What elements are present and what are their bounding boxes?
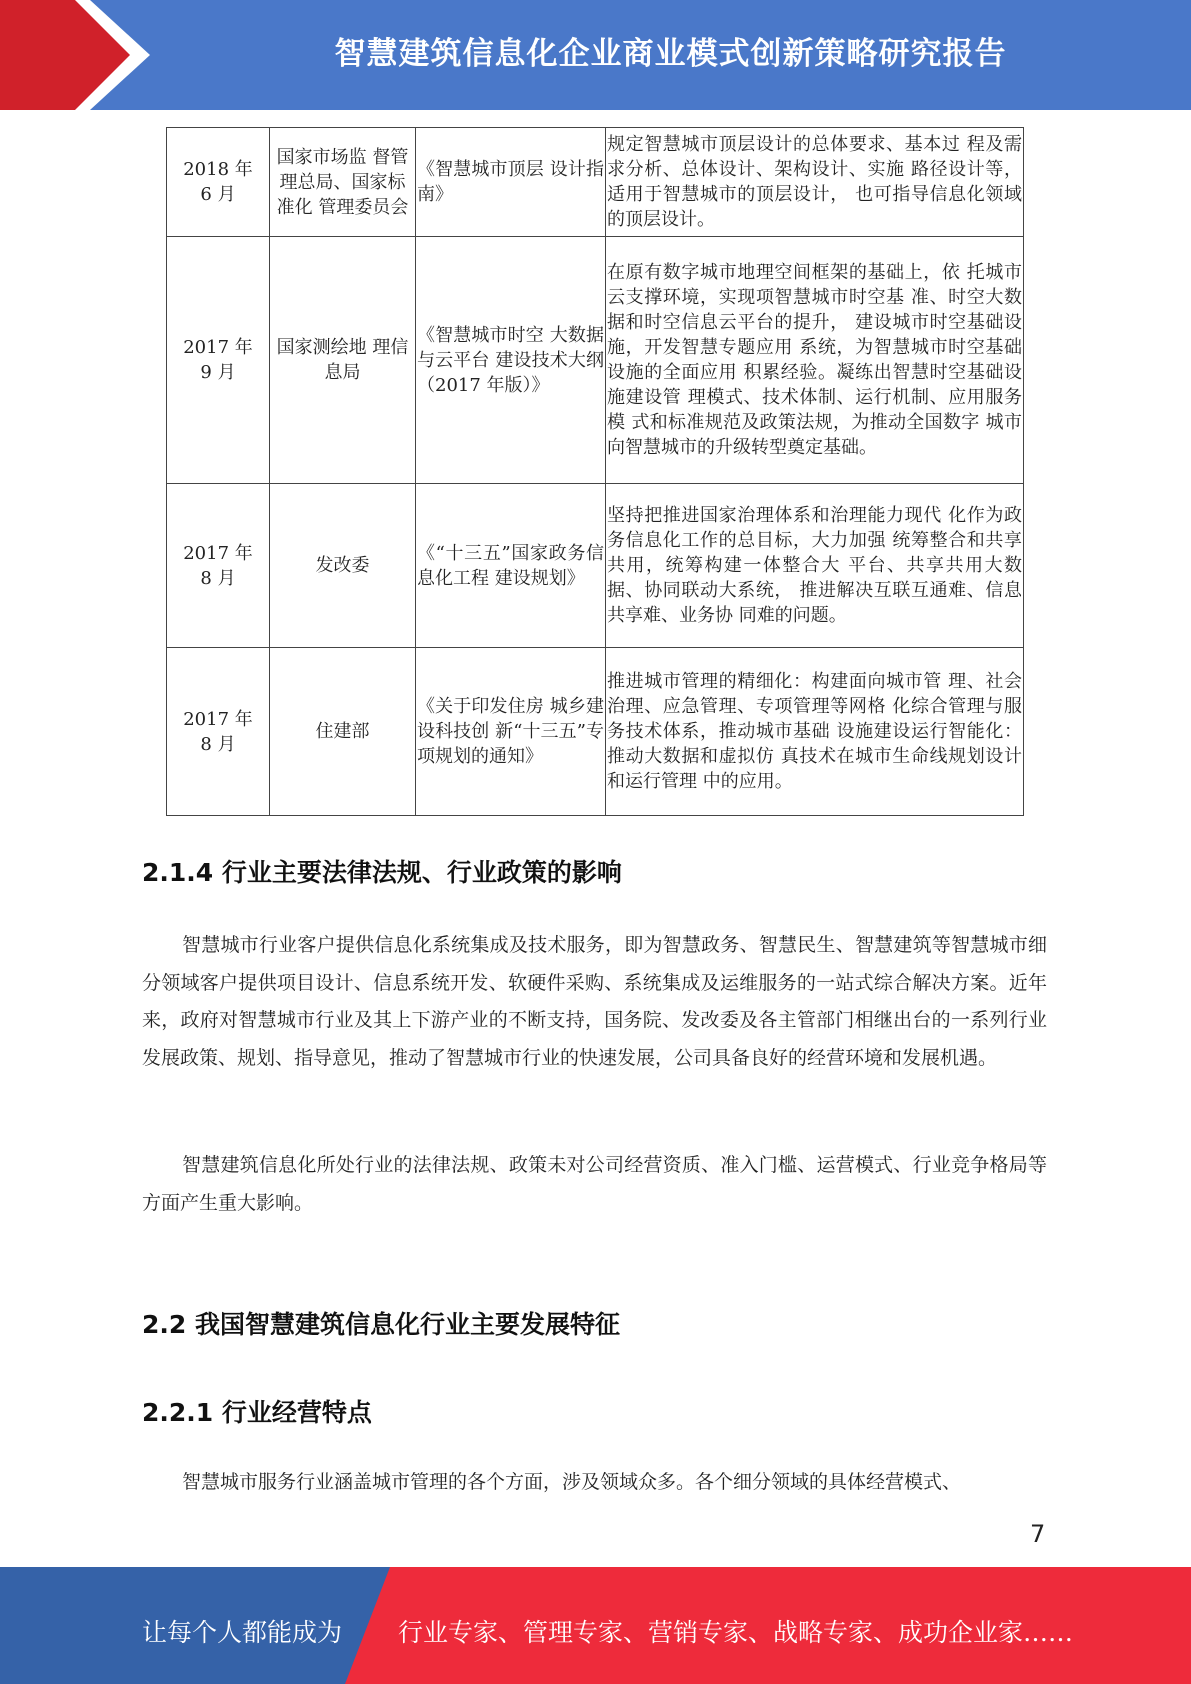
section-heading-2-2: 2.2 我国智慧建筑信息化行业主要发展特征: [142, 1310, 620, 1339]
table-row: [167, 237, 1024, 484]
table-cell-content: 坚持把推进国家治理体系和治理能力现代 化作为政务信息化工作的总目标，大力加强 统筹整合和共享共用，统筹构建一体整合大 平台、共享共用大数据、协同联动大系统， 推进解决互联互通难、信息共享难、业务协 同难的问题。: [606, 484, 1024, 648]
body-paragraph: 智慧城市服务行业涵盖城市管理的各个方面，涉及领域众多。各个细分领域的具体经营模式、: [182, 1471, 962, 1493]
table-cell-content: 规定智慧城市顶层设计的总体要求、基本过 程及需求分析、总体设计、架构设计、实施 路径设计等，适用于智慧城市的顶层设计， 也可指导信息化领域的顶层设计。: [606, 128, 1024, 237]
table-cell-issuer: 住建部: [270, 648, 416, 816]
table-cell-issuer: 发改委: [270, 484, 416, 648]
table-cell-policy-name: 《智慧城市时空 大数据与云平台 建设技术大纲（2017 年版）》: [416, 237, 606, 484]
table-row: [167, 484, 1024, 648]
footer-slogan-left: 让每个人都能成为: [142, 1618, 343, 1647]
table-cell-policy-name: 《关于印发住房 城乡建设科技创 新“十三五”专 项规划的通知》: [416, 648, 606, 816]
table-cell-content: 推进城市管理的精细化：构建面向城市管 理、社会治理、应急管理、专项管理等网格 化综合管理与服务技术体系，推动城市基础 设施建设运行智能化：推动大数据和虚拟仿 真技术在城市生命线规划设计和运行管理 中的应用。: [606, 648, 1024, 816]
report-title: 智慧建筑信息化企业商业模式创新策略研究报告: [334, 36, 1007, 72]
header-chevron-decoration: [0, 0, 150, 110]
table-cell-issuer: 国家市场监 督管理总局、国家标准化 管理委员会: [270, 128, 416, 237]
policy-table: [166, 127, 1024, 816]
body-paragraph: 智慧城市行业客户提供信息化系统集成及技术服务，即为智慧政务、智慧民生、智慧建筑等智慧城市细分领域客户提供项目设计、信息系统开发、软硬件采购、系统集成及运维服务的一站式综合解决方案。近年来，政府对智慧城市行业及其上下游产业的不断支持，国务院、发改委及各主管部门相继出台的一系列行业发展政策、规划、指导意见，推动了智慧城市行业的快速发展，公司具备良好的经营环境和发展机遇。: [142, 934, 1047, 1069]
table-cell-content: 在原有数字城市地理空间框架的基础上，依 托城市云支撑环境，实现项智慧城市时空基 准、时空大数据和时空信息云平台的提升， 建设城市时空基础设施，开发智慧专题应用 系统，为智慧城市时空基础设施的全面应用 积累经验。凝练出智慧时空基础设施建设管 理模式、技术体制、运行机制、应用服务模 式和标准规范及政策法规，为推动全国数字 城市向智慧城市的升级转型奠定基础。: [606, 237, 1024, 484]
table-cell-issuer: 国家测绘地 理信息局: [270, 237, 416, 484]
table-row: [167, 128, 1024, 237]
page-footer: [0, 1567, 1191, 1684]
table-cell-date: 2017 年 9 月: [167, 237, 270, 484]
section-heading-2-1-4: 2.1.4 行业主要法律法规、行业政策的影响: [142, 858, 622, 887]
table-row: [167, 648, 1024, 816]
page-number: 7: [1030, 1520, 1046, 1548]
table-cell-policy-name: 《智慧城市顶层 设计指南》: [416, 128, 606, 237]
page-header: [0, 0, 1191, 110]
table-cell-date: 2017 年 8 月: [167, 648, 270, 816]
table-cell-date: 2017 年 8 月: [167, 484, 270, 648]
body-paragraph: 智慧建筑信息化所处行业的法律法规、政策未对公司经营资质、准入门槛、运营模式、行业竞争格局等方面产生重大影响。: [142, 1154, 1047, 1214]
footer-slogan-right: 行业专家、管理专家、营销专家、战略专家、成功企业家……: [398, 1618, 1074, 1647]
table-cell-date: 2018 年 6 月: [167, 128, 270, 237]
table-cell-policy-name: 《“十三五”国家政务信息化工程 建设规划》: [416, 484, 606, 648]
section-heading-2-2-1: 2.2.1 行业经营特点: [142, 1398, 372, 1427]
